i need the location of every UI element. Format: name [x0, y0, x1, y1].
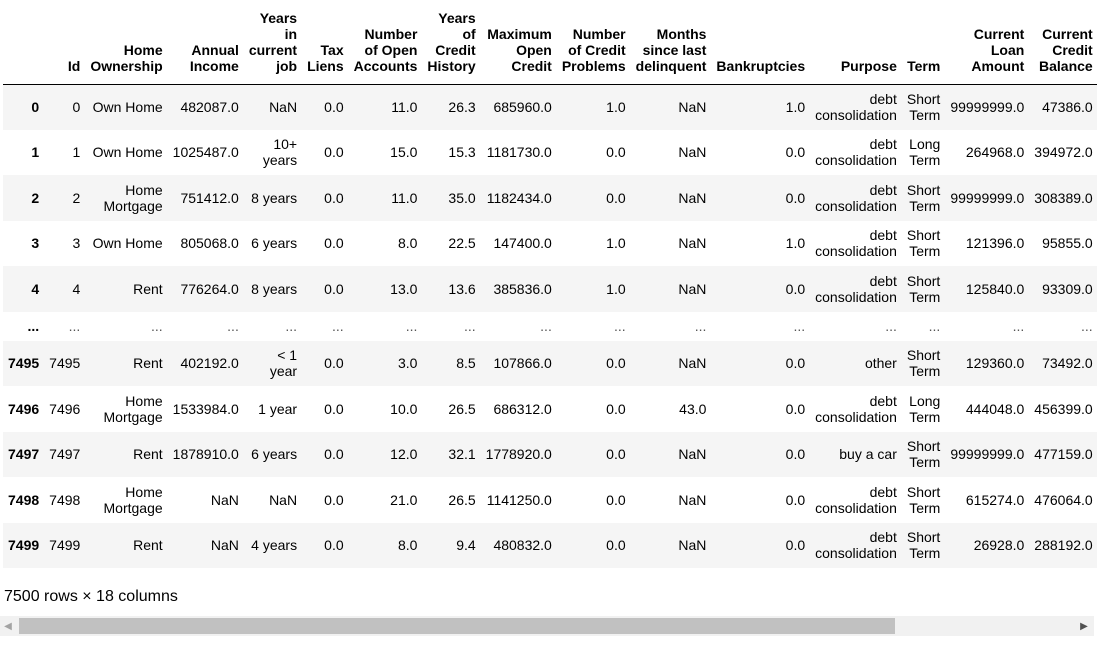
- table-cell: 3.0: [397, 355, 418, 372]
- table-cell: 0.0: [324, 491, 344, 508]
- table-cell: 1: [72, 144, 81, 161]
- table-cell: 0.0: [785, 144, 806, 161]
- table-cell: NaN: [678, 491, 707, 508]
- table-cell: ...: [1012, 318, 1025, 334]
- table-cell: 685960.0: [493, 99, 552, 115]
- table-cell: ...: [405, 318, 418, 334]
- table-cell: 686312.0: [493, 400, 552, 417]
- table-cell: Home Mortgage: [103, 181, 163, 214]
- header-row: [3, 3, 1097, 84]
- table-cell: NaN: [269, 99, 298, 115]
- row-index: 7497: [8, 446, 40, 463]
- table-cell: 0: [72, 99, 81, 115]
- table-cell: Short Term: [906, 347, 941, 380]
- table-cell: 8.0: [397, 235, 418, 252]
- table-cell: ...: [540, 318, 552, 334]
- table-cell: 1.0: [785, 235, 806, 252]
- table-cell: NaN: [269, 491, 298, 508]
- table-row: [3, 432, 1097, 478]
- table-cell: 26928.0: [973, 537, 1025, 554]
- table-cell: ...: [331, 318, 344, 334]
- table-cell: 93309.0: [1042, 280, 1093, 297]
- table-cell: 26.5: [448, 400, 476, 417]
- table-cell: 0.0: [785, 355, 806, 372]
- table-cell: 6 years: [251, 235, 298, 252]
- table-cell: Home Mortgage: [103, 483, 163, 516]
- table-cell: Short Term: [906, 227, 941, 260]
- row-index: ...: [27, 318, 40, 334]
- scroll-right-arrow-icon[interactable]: ▶: [1080, 620, 1088, 632]
- table-cell: NaN: [678, 355, 707, 372]
- table-cell: 13.6: [448, 280, 476, 297]
- table-cell: debt consolidation: [815, 181, 897, 214]
- table-cell: 35.0: [448, 189, 476, 206]
- table-cell: NaN: [678, 537, 707, 554]
- table-cell: Rent: [133, 537, 163, 554]
- table-cell: 3: [72, 235, 81, 252]
- table-cell: Rent: [133, 355, 163, 372]
- column-header: Annual Income: [168, 3, 244, 84]
- table-cell: NaN: [678, 99, 707, 115]
- column-header: Term: [902, 3, 945, 84]
- table-cell: 47386.0: [1042, 99, 1093, 115]
- table-cell: 32.1: [448, 446, 476, 463]
- table-cell: 1.0: [606, 99, 626, 115]
- table-cell: debt consolidation: [815, 272, 897, 305]
- table-cell: NaN: [678, 189, 707, 206]
- table-cell: 22.5: [448, 235, 476, 252]
- table-cell: 0.0: [785, 537, 806, 554]
- table-cell: ...: [463, 318, 476, 334]
- column-header: Tax Liens: [302, 3, 349, 84]
- table-cell: 121396.0: [965, 235, 1025, 252]
- table-cell: 0.0: [324, 235, 344, 252]
- table-cell: 385836.0: [493, 280, 552, 297]
- table-cell: Home Mortgage: [103, 392, 163, 425]
- table-cell: 1.0: [606, 235, 626, 252]
- table-cell: 1025487.0: [172, 144, 239, 161]
- column-header: Maximum Open Credit: [481, 3, 557, 84]
- table-cell: Short Term: [906, 272, 941, 305]
- table-cell: 1.0: [606, 280, 626, 297]
- table-cell: 7496: [49, 400, 81, 417]
- table-cell: 4: [72, 280, 81, 297]
- table-cell: 444048.0: [965, 400, 1025, 417]
- column-header: Months since last delinquent: [631, 3, 712, 84]
- table-cell: ...: [150, 318, 163, 334]
- column-header: Home Ownership: [85, 3, 167, 84]
- table-cell: Own Home: [92, 235, 163, 252]
- column-header: Number of Credit Problems: [557, 3, 631, 84]
- table-cell: 0.0: [324, 446, 344, 463]
- table-cell: 7499: [49, 537, 81, 554]
- column-header: Years of Credit History: [422, 3, 480, 84]
- column-header: Number of Open Accounts: [349, 3, 423, 84]
- table-cell: 107866.0: [493, 355, 552, 372]
- table-cell: 476064.0: [1034, 491, 1093, 508]
- row-index: 1: [31, 144, 40, 161]
- table-cell: 308389.0: [1034, 189, 1093, 206]
- table-cell: 26.5: [448, 491, 476, 508]
- table-cell: 482087.0: [180, 99, 239, 115]
- table-cell: 0.0: [785, 280, 806, 297]
- column-header: Current Credit Balance: [1029, 3, 1097, 84]
- table-cell: 0.0: [606, 491, 626, 508]
- table-cell: 0.0: [324, 280, 344, 297]
- table-cell: NaN: [678, 280, 707, 297]
- table-cell: buy a car: [839, 446, 897, 463]
- table-cell: 12.0: [390, 446, 418, 463]
- table-cell: 4 years: [251, 537, 298, 554]
- column-header: Purpose: [810, 3, 902, 84]
- table-cell: NaN: [678, 235, 707, 252]
- table-row: [3, 477, 1097, 523]
- table-cell: 10.0: [390, 400, 418, 417]
- table-cell: ...: [793, 318, 806, 334]
- table-cell: Short Term: [906, 483, 941, 516]
- scroll-left-arrow-icon[interactable]: ◀: [4, 620, 12, 632]
- table-cell: 1878910.0: [172, 446, 239, 463]
- table-row: [3, 84, 1097, 130]
- table-cell: 0.0: [606, 355, 626, 372]
- table-cell: debt consolidation: [815, 227, 897, 260]
- table-cell: 0.0: [606, 400, 626, 417]
- column-header: Years in current job: [244, 3, 302, 84]
- row-index: 7495: [8, 355, 40, 372]
- table-cell: 0.0: [324, 537, 344, 554]
- table-cell: 13.0: [390, 280, 418, 297]
- table-cell: 1141250.0: [486, 491, 552, 508]
- table-cell: ...: [1081, 318, 1093, 334]
- table-cell: other: [864, 355, 897, 372]
- table-cell: 8.0: [397, 537, 418, 554]
- table-cell: debt consolidation: [815, 91, 897, 123]
- table-cell: 0.0: [785, 491, 806, 508]
- table-cell: 456399.0: [1034, 400, 1093, 417]
- table-row: [3, 266, 1097, 312]
- table-cell: 73492.0: [1042, 355, 1093, 372]
- table-cell: debt consolidation: [815, 483, 897, 516]
- table-cell: 0.0: [324, 189, 344, 206]
- table-cell: 776264.0: [180, 280, 239, 297]
- table-cell: 129360.0: [965, 355, 1025, 372]
- row-index: 3: [31, 235, 40, 252]
- table-cell: 264968.0: [965, 144, 1025, 161]
- table-cell: 9.4: [456, 537, 476, 554]
- column-header: Bankruptcies: [711, 3, 810, 84]
- table-cell: 1533984.0: [172, 400, 239, 417]
- row-index: 7496: [8, 400, 40, 417]
- table-cell: Long Term: [909, 392, 941, 425]
- table-row: [3, 386, 1097, 432]
- table-cell: 288192.0: [1034, 537, 1093, 554]
- table-cell: ...: [285, 318, 298, 334]
- dataframe-shape-text: 7500 rows × 18 columns: [4, 588, 178, 605]
- table-cell: 7498: [49, 491, 81, 508]
- row-index: 0: [31, 99, 40, 115]
- table-cell: 26.3: [448, 99, 476, 115]
- table-cell: 0.0: [324, 99, 344, 115]
- table-cell: debt consolidation: [815, 392, 897, 425]
- dataframe-table: [3, 3, 1097, 568]
- table-row: [3, 221, 1097, 267]
- table-cell: ...: [68, 318, 81, 334]
- table-cell: Own Home: [92, 99, 163, 115]
- table-cell: 477159.0: [1034, 446, 1093, 463]
- table-cell: 7495: [49, 355, 81, 372]
- table-cell: 394972.0: [1034, 144, 1093, 161]
- table-row: [3, 130, 1097, 176]
- table-cell: 0.0: [606, 537, 626, 554]
- table-cell: 0.0: [324, 400, 344, 417]
- table-cell: 99999999.0: [950, 99, 1025, 115]
- row-index: 4: [31, 280, 40, 297]
- table-cell: 8.5: [456, 355, 476, 372]
- table-cell: 751412.0: [180, 189, 239, 206]
- table-cell: Rent: [133, 446, 163, 463]
- table-cell: NaN: [210, 537, 239, 554]
- row-index: 7498: [8, 491, 40, 508]
- table-cell: ...: [694, 318, 707, 334]
- table-cell: Long Term: [909, 136, 941, 169]
- table-cell: Short Term: [906, 91, 941, 123]
- table-cell: 147400.0: [493, 235, 552, 252]
- table-cell: 0.0: [785, 189, 806, 206]
- table-cell: 15.0: [390, 144, 418, 161]
- table-cell: 11.0: [391, 99, 418, 115]
- table-cell: 2: [72, 189, 81, 206]
- table-row: [3, 523, 1097, 569]
- table-row: [3, 175, 1097, 221]
- table-cell: Short Term: [906, 181, 941, 214]
- horizontal-scrollbar[interactable]: [0, 616, 1094, 636]
- table-cell: 8 years: [251, 280, 298, 297]
- table-cell: 43.0: [679, 400, 707, 417]
- table-cell: 1.0: [785, 99, 806, 115]
- table-cell: debt consolidation: [815, 136, 897, 169]
- table-cell: 480832.0: [493, 537, 552, 554]
- table-cell: 15.3: [448, 144, 476, 161]
- table-cell: 11.0: [391, 189, 418, 206]
- table-cell: 8 years: [251, 189, 298, 206]
- table-cell: ...: [227, 318, 239, 334]
- table-cell: 1182434.0: [486, 189, 552, 206]
- table-cell: ...: [928, 318, 941, 334]
- table-cell: debt consolidation: [815, 529, 897, 562]
- row-index: 2: [31, 189, 40, 206]
- table-cell: Short Term: [906, 529, 941, 562]
- table-cell: 615274.0: [965, 491, 1025, 508]
- table-cell: 0.0: [606, 189, 626, 206]
- column-header: Id: [44, 3, 85, 84]
- table-cell: 6 years: [251, 446, 298, 463]
- table-cell: 0.0: [324, 144, 344, 161]
- table-cell: 1778920.0: [485, 446, 552, 463]
- table-cell: 10+ years: [262, 136, 298, 169]
- table-cell: NaN: [678, 446, 707, 463]
- table-cell: Rent: [133, 280, 163, 297]
- table-cell: 1 year: [258, 400, 298, 417]
- table-cell: < 1 year: [269, 347, 298, 380]
- table-cell: 0.0: [785, 446, 806, 463]
- table-cell: 402192.0: [180, 355, 239, 372]
- table-cell: ...: [613, 318, 626, 334]
- table-cell: 7497: [49, 446, 81, 463]
- table-cell: NaN: [678, 144, 707, 161]
- table-cell: 1181730.0: [486, 144, 552, 161]
- table-cell: 21.0: [390, 491, 418, 508]
- table-cell: 95855.0: [1042, 235, 1093, 252]
- table-cell: 0.0: [606, 446, 626, 463]
- table-cell: Short Term: [906, 438, 941, 471]
- table-cell: Own Home: [92, 144, 163, 161]
- scrollbar-thumb[interactable]: [19, 618, 895, 634]
- table-cell: 0.0: [324, 355, 344, 372]
- table-cell: 99999999.0: [950, 189, 1025, 206]
- table-cell: ...: [885, 318, 897, 334]
- table-cell: 0.0: [606, 144, 626, 161]
- table-row: [3, 312, 1097, 341]
- table-cell: 805068.0: [180, 235, 239, 252]
- table-cell: 125840.0: [965, 280, 1025, 297]
- table-cell: 0.0: [785, 400, 806, 417]
- column-header: Current Loan Amount: [945, 3, 1029, 84]
- table-row: [3, 341, 1097, 387]
- table-cell: NaN: [210, 491, 239, 508]
- table-body: [3, 84, 1097, 568]
- index-header: [3, 3, 44, 84]
- table-cell: 99999999.0: [950, 446, 1025, 463]
- row-index: 7499: [8, 537, 40, 554]
